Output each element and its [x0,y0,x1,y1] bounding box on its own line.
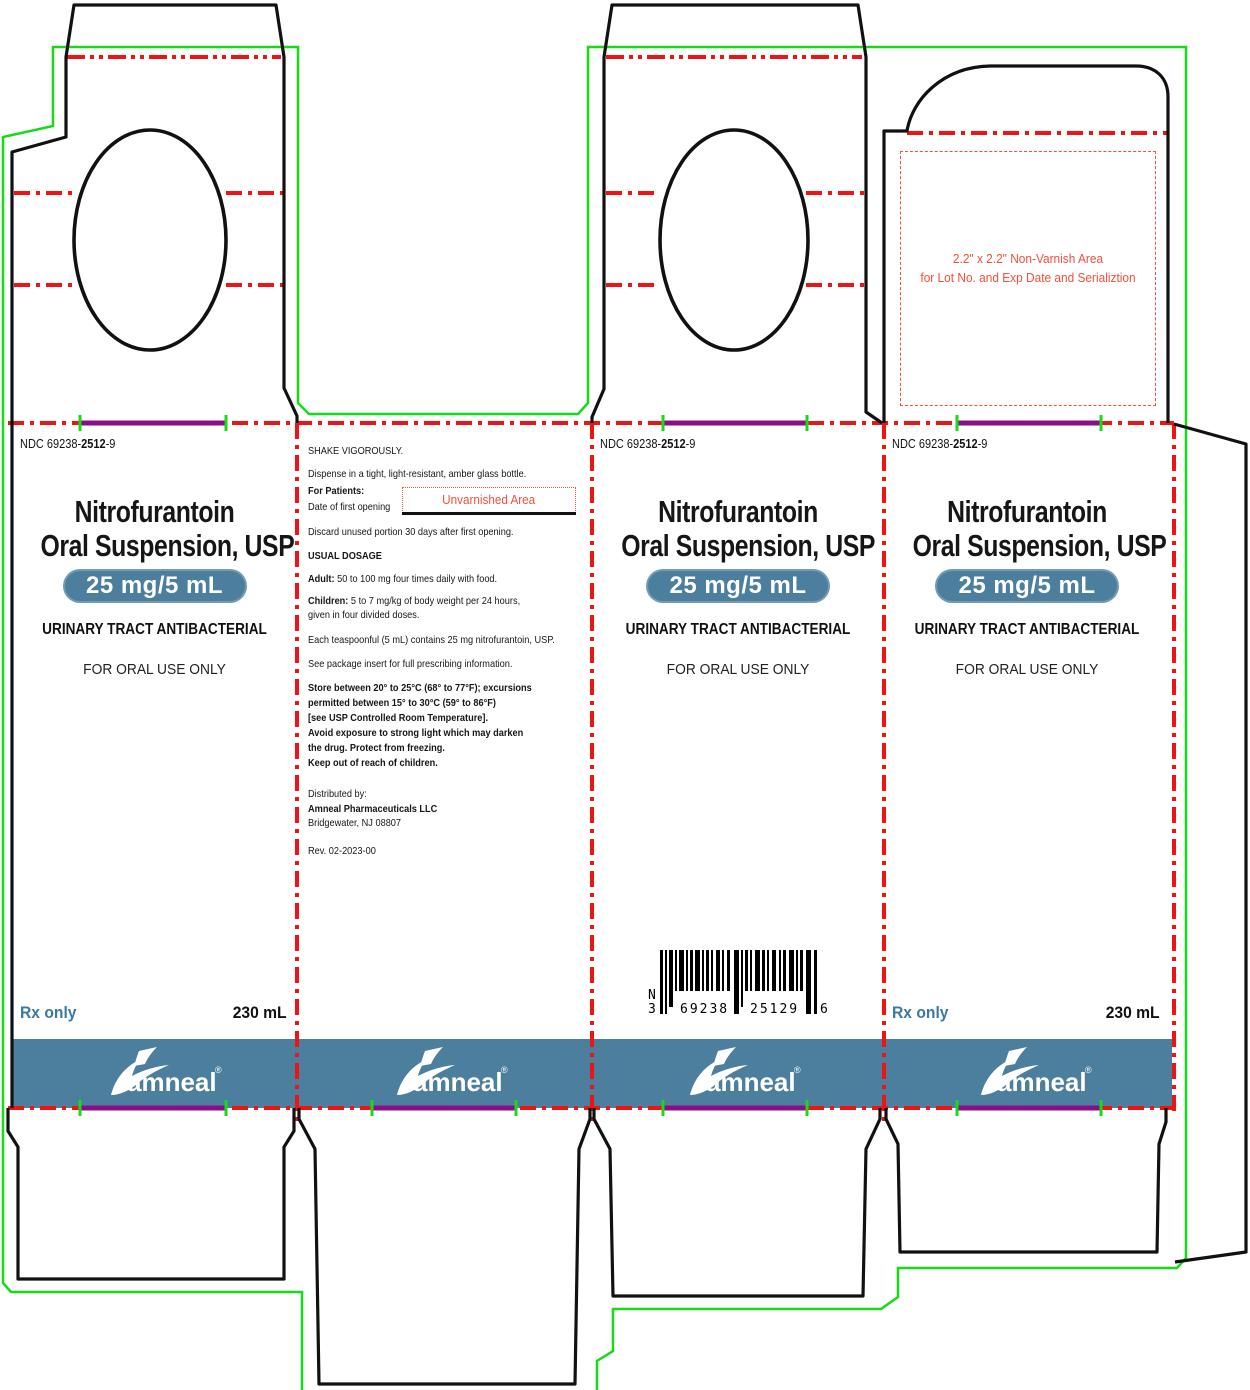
oral-use-text: FOR ORAL USE ONLY [83,661,226,678]
see-package-text: See package insert for full prescribing information. [308,659,513,670]
storage-block [308,681,532,771]
storage-line-3: [see USP Controlled Room Temperature]. [308,713,489,724]
shake-text: SHAKE VIGOROUSLY. [308,446,404,457]
amneal-wordmark: amneal [997,1067,1087,1097]
company-address: Bridgewater, NJ 08807 [308,818,402,829]
drug-class-text: URINARY TRACT ANTIBACTERIAL [625,621,851,638]
amneal-wordmark: amneal [706,1067,796,1097]
adult-dosage [308,573,497,586]
ndc-suffix: -9 [105,437,116,451]
product-title [621,494,876,563]
product-title-line1: Nitrofurantoin [658,494,818,529]
ndc-bold: 2512 [661,437,686,451]
ndc-number [20,437,115,451]
non-varnish-line1: 2.2" x 2.2" Non-Varnish Area [952,252,1104,266]
product-title-line2: Oral Suspension, USP [621,528,876,563]
barcode-group1: 69238 [680,1002,730,1017]
drug-class-text: URINARY TRACT ANTIBACTERIAL [42,621,267,638]
amneal-wordmark: amneal [413,1067,503,1097]
volume-text: 230 mL [233,1003,287,1022]
storage-line-1: Store between 20° to 25°C (68° to 77°F); excursions [308,683,532,694]
rx-volume-row [20,1003,287,1027]
drug-class-text: URINARY TRACT ANTIBACTERIAL [914,621,1140,638]
date-fill-in-rule [402,512,576,515]
product-title-line1: Nitrofurantoin [947,494,1107,529]
ndc-suffix: -9 [977,437,988,451]
strength-badge: 25 mg/5 mL [646,569,830,603]
children-dosage-line1 [308,595,520,608]
barcode-lead-digit: 3 [648,1002,656,1017]
strength-badge: 25 mg/5 mL [63,569,247,603]
barcode-prefix-letter: N [648,988,656,1003]
product-title-line1: Nitrofurantoin [74,494,235,529]
ndc-number [892,437,987,451]
date-of-first-opening: Date of first opening [308,502,391,513]
ndc-prefix: NDC 69238- [892,437,954,451]
usual-dosage-heading: USUAL DOSAGE [308,551,382,562]
revision-code: Rev. 02-2023-00 [308,846,376,857]
storage-line-4: Avoid exposure to strong light which may darken [308,728,524,739]
amneal-wordmark: amneal [127,1067,217,1097]
oral-use-text: FOR ORAL USE ONLY [666,661,810,678]
children-label: Children: [308,596,349,607]
barcode-group2: 25129 [750,1002,800,1017]
ndc-barcode [648,950,828,1022]
adult-text: 50 to 100 mg four times daily with food. [334,574,498,585]
distributed-by-label: Distributed by: [308,789,367,800]
registered-mark: ® [1085,1065,1092,1075]
storage-line-2: permitted between 15° to 30°C (59° to 86°F) [308,698,496,709]
dispense-text: Dispense in a tight, light-resistant, amber glass bottle. [308,469,527,480]
ndc-bold: 2512 [953,437,978,451]
unvarnished-area-label: Unvarnished Area [442,492,536,507]
non-varnish-area-box [900,151,1156,406]
ndc-bold: 2512 [81,437,106,451]
product-title-line2: Oral Suspension, USP [40,528,295,563]
for-patients-label: For Patients: [308,486,365,497]
children-dosage-line2: given in four divided doses. [308,610,420,621]
children-text: 5 to 7 mg/kg of body weight per 24 hours, [348,596,521,607]
product-title [912,494,1167,563]
front-panel-3 [884,423,1170,1108]
product-title-line2: Oral Suspension, USP [912,528,1167,563]
ndc-number [600,437,695,451]
storage-line-5: the drug. Protect from freezing. [308,743,445,754]
front-panel-1 [12,423,297,1108]
storage-line-6: Keep out of reach of children. [308,758,438,769]
registered-mark: ® [215,1065,222,1075]
volume-text: 230 mL [1106,1003,1160,1022]
directions-panel [297,423,592,1108]
oral-use-text: FOR ORAL USE ONLY [955,661,1099,678]
ndc-prefix: NDC 69238- [600,437,662,451]
ndc-prefix: NDC 69238- [20,437,82,451]
barcode-check-digit: 6 [820,1002,828,1017]
adult-label: Adult: [308,574,335,585]
discard-text: Discard unused portion 30 days after first opening. [308,527,514,538]
non-varnish-line2: for Lot No. and Exp Date and Serializtion [920,271,1136,285]
rx-only-text: Rx only [892,1003,949,1022]
rx-volume-row [892,1003,1160,1027]
registered-mark: ® [501,1065,508,1075]
teaspoon-text: Each teaspoonful (5 mL) contains 25 mg nitrofurantoin, USP. [308,635,555,646]
rx-only-text: Rx only [20,1003,77,1022]
ndc-suffix: -9 [685,437,696,451]
company-name: Amneal Pharmaceuticals LLC [308,804,438,815]
registered-mark: ® [794,1065,801,1075]
product-title [40,494,295,563]
strength-badge: 25 mg/5 mL [935,569,1119,603]
unvarnished-area-box [402,487,576,515]
